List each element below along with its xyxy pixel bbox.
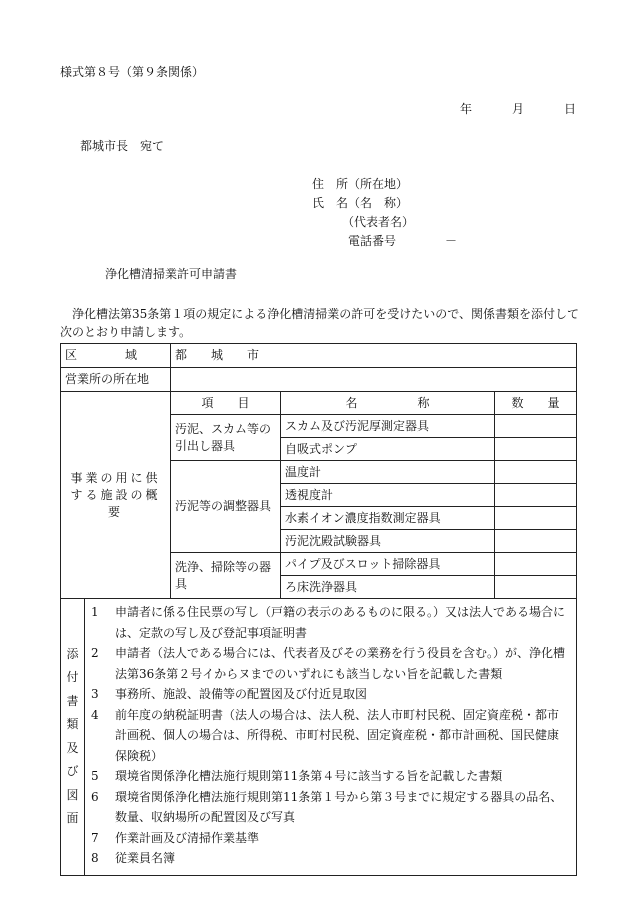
item-quantity [495, 415, 577, 438]
item-quantity [495, 530, 577, 553]
attachment-text: 前年度の納税証明書（法人の場合は、法人税、法人市町村民税、固定資産税・都市計画税、個人の場合は、所得税、市町村民税、固定資産税・都市計画税、国民健康保険税） [115, 707, 560, 763]
area-label-cell [61, 344, 171, 368]
month-label: 月 [512, 102, 525, 116]
item-name: 温度計 [281, 461, 495, 484]
attachment-number: 4 [91, 707, 99, 722]
attachments-row [61, 599, 577, 876]
application-statement: 浄化槽法第35条第１項の規定による浄化槽清掃業の許可を受けたいので、関係書類を添付して次のとおり申請します。 [60, 307, 580, 339]
attachment-text: 事務所、施設、設備等の配置図及び付近見取図 [115, 687, 368, 701]
office-value [171, 368, 577, 392]
office-row [61, 368, 577, 392]
attachment-text: 申請者（法人である場合には、代表者及びその業務を行う役員を含む。）が、浄化槽法第36条第２号イからヌまでのいずれにも該当しない旨を記載した書類 [115, 646, 566, 681]
attachment-number: 2 [91, 646, 99, 660]
day-label: 日 [564, 102, 577, 116]
item-quantity [495, 553, 577, 576]
item-name: 透視度計 [281, 484, 495, 507]
item-quantity [495, 461, 577, 484]
list-item [91, 643, 570, 684]
attachments-label-char: び [66, 764, 79, 779]
list-item [91, 766, 570, 787]
facilities-label: 事業の用に供する施設の概要 [61, 392, 171, 599]
item-quantity [495, 507, 577, 530]
area-value: 都 城 市 [171, 344, 577, 368]
list-item [91, 787, 570, 828]
application-table [60, 343, 577, 876]
attachments-label-char: 図 [66, 787, 79, 802]
form-number: 様式第８号（第９条関係） [60, 65, 205, 79]
office-label: 営業所の所在地 [61, 368, 171, 392]
phone-label: 電話番号 [348, 234, 397, 248]
category-cell: 汚泥等の調整器具 [171, 461, 281, 553]
attachments-label-char: 面 [66, 811, 79, 826]
attachments-label-char: 及 [66, 740, 79, 755]
name-label: 氏 名（名 称） [312, 196, 409, 210]
item-name: 自吸式ポンプ [281, 438, 495, 461]
list-item [91, 828, 570, 849]
attachment-text: 作業計画及び清掃作業基準 [115, 830, 260, 845]
attachment-text: 環境省関係浄化槽法施行規則第11条第１号から第３号までに規定する器具の品名、数量、収納場所の配置図及び写真 [115, 789, 563, 824]
document-title: 浄化槽清掃業許可申請書 [105, 267, 238, 281]
list-item [91, 848, 570, 869]
item-name: 汚泥沈殿試験器具 [281, 530, 495, 553]
list-item [91, 705, 570, 767]
date-line [460, 103, 576, 115]
attachments-list [85, 599, 577, 876]
address-label: 住 所（所在地） [312, 177, 409, 191]
list-item [91, 684, 570, 705]
attachments-label-char: 書 [66, 693, 79, 708]
item-name: 水素イオン濃度指数測定器具 [281, 507, 495, 530]
attachments-label [61, 599, 85, 876]
facility-header-row [61, 392, 577, 415]
attachment-text: 環境省関係浄化槽法施行規則第11条第４号に該当する旨を記載した書類 [115, 769, 503, 783]
attachments-label-char: 類 [66, 717, 79, 732]
representative-label: （代表者名） [342, 215, 415, 229]
phone-separator: － [445, 234, 458, 248]
year-label: 年 [460, 102, 473, 116]
attachment-text: 申請者に係る住民票の写し（戸籍の表示のあるものに限る。）又は法人である場合には、定款の写し及び登記事項証明書 [115, 605, 566, 640]
item-name: ろ床洗浄器具 [281, 576, 495, 599]
item-quantity [495, 438, 577, 461]
category-cell: 汚泥、スカム等の引出し器具 [171, 415, 281, 461]
item-name: スカム及び汚泥厚測定器具 [281, 415, 495, 438]
attachment-number: 6 [91, 789, 99, 804]
list-item [91, 602, 570, 643]
header-quantity: 数 量 [495, 392, 577, 415]
addressee: 都城市長 宛て [80, 139, 165, 153]
attachment-number: 7 [91, 830, 99, 845]
attachments-label-char: 添 [66, 646, 79, 661]
item-quantity [495, 576, 577, 599]
header-name: 名 称 [281, 392, 495, 415]
item-quantity [495, 484, 577, 507]
category-cell: 洗浄、掃除等の器具 [171, 553, 281, 599]
header-item: 項 目 [171, 392, 281, 415]
item-name: パイプ及びスロット掃除器具 [281, 553, 495, 576]
attachment-text: 従業員名簿 [115, 851, 176, 865]
area-row [61, 344, 577, 368]
attachment-number: 1 [91, 605, 99, 619]
attachments-label-char: 付 [66, 670, 79, 685]
area-label: 区 域 [65, 348, 138, 362]
attachment-number: 8 [91, 851, 99, 865]
attachment-number: 3 [91, 687, 99, 701]
attachment-number: 5 [91, 769, 99, 783]
